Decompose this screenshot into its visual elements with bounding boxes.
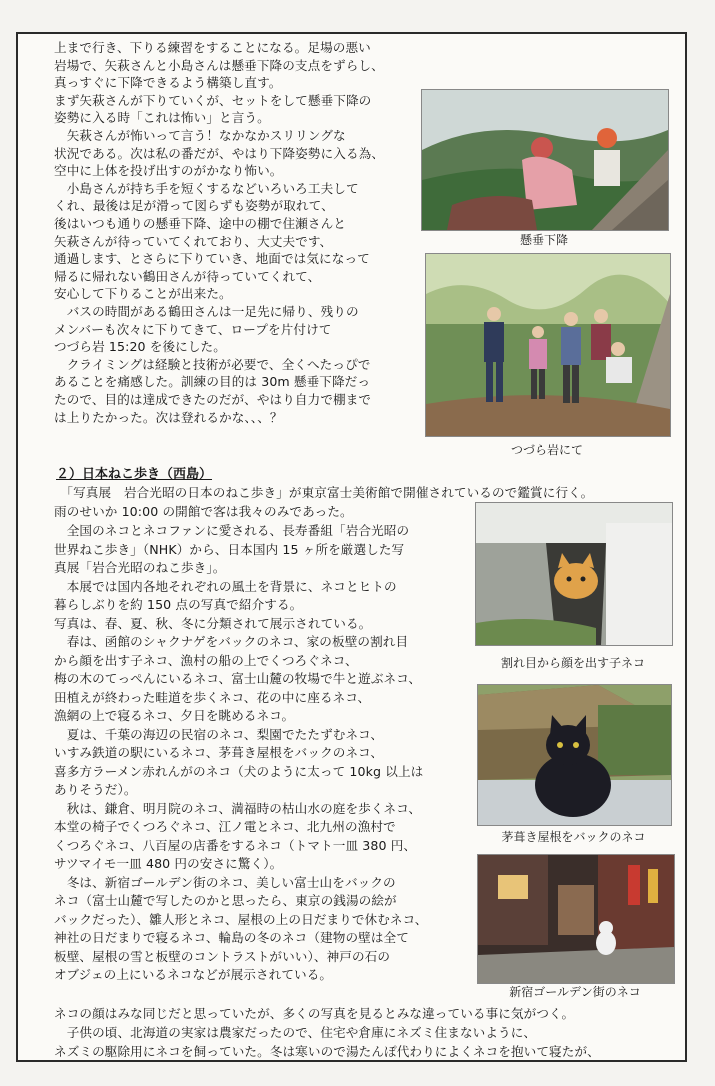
text-line: 矢萩さんが怖いって言う！なかなかスリリングな	[54, 128, 346, 143]
text-line: 梅の木のてっぺんにいるネコ、富士山麓の牧場で牛と遊ぶネコ、	[54, 671, 422, 686]
text-line: あることを痛感した。訓練の目的は 30m 懸垂下降だっ	[54, 374, 371, 390]
text-line: つづら岩 15:20 を後にした。	[54, 339, 226, 355]
text-line: いすみ鉄道の駅にいるネコ、茅葺き屋根をバックのネコ、	[54, 745, 384, 760]
text-line: ありそうだ）。	[54, 782, 137, 797]
text-line: 夏は、千葉の海辺の民宿のネコ、梨園でたたずむネコ、	[54, 726, 384, 742]
text-line: 真っすぐに下降できるよう構築し直す。	[54, 75, 282, 91]
text-line: 本展では国内各地それぞれの風土を背景に、ネコとヒトの	[54, 578, 397, 594]
text-line: 神社の日だまりで寝るネコ、輪島の冬のネコ（建物の壁は全て	[54, 930, 409, 945]
group-caption: つづら岩にて	[510, 443, 583, 457]
text-line: バスの時間がある鶴田さんは一足先に帰り、残りの	[54, 304, 359, 319]
text-line: 状況である。次は私の番だが、やはり下降姿勢に入る為、	[54, 145, 385, 161]
text-line: は上りたかった。次は登れるかな、、、？	[54, 409, 283, 425]
text-line: 「写真展 岩合光昭の日本のねこ歩き」が東京富士美術館で開催されているので鑑賞に行く。	[54, 485, 594, 500]
text-line: 写真は、春、夏、秋、冬に分類されて展示されている。	[54, 615, 372, 631]
text-line: 暮らしぶりを約 150 点の写真で紹介する。	[54, 597, 303, 612]
text-line: 板壁、屋根の雪と板壁のコントラストがいい）、神戸の石の	[54, 948, 391, 964]
text-line: 安心して下りることが出来た。	[54, 286, 232, 302]
group-photo	[425, 253, 671, 437]
text-line: 冬は、新宿ゴールデン街のネコ、美しい富士山をバックの	[54, 874, 396, 890]
text-line: たので、目的は達成できたのだが、やはり自力で棚まで	[54, 392, 372, 407]
text-line: 真展「岩合光昭のねこ歩き」。	[54, 560, 226, 575]
text-line: メンバーも次々に下りてきて、ロープを片付けて	[54, 321, 332, 337]
text-line: 空中に上体を投げ出すのがかなり怖い。	[54, 163, 283, 179]
text-line: 秋は、鎌倉、明月院のネコ、満福時の枯山水の庭を歩くネコ、	[54, 800, 422, 816]
text-line: 子供の頃、北海道の実家は農家だったので、住宅や倉庫にネズミ住まないように、	[54, 1025, 537, 1040]
text-line: 田植えが終わった畦道を歩くネコ、花の中に座るネコ、	[54, 689, 371, 705]
text-line: 世界ねこ歩き」（NHK）から、日本国内 15 ヶ所を厳選した写	[54, 541, 405, 557]
golden-gai-caption: 新宿ゴールデン街のネコ	[509, 985, 641, 999]
text-line: くれ、最後は足が滑って図らずも姿勢が取れて、	[54, 198, 334, 214]
text-line: オブジェの上にいるネコなどが展示されている。	[54, 967, 333, 982]
text-line: バックだった）、雛人形とネコ、屋根の上の日だまりで休むネコ、	[54, 911, 428, 927]
text-line: から顔を出す子ネコ、漁村の船の上でくつろぐネコ、	[54, 652, 358, 668]
text-line: 漁網の上で寝るネコ、夕日を眺めるネコ。	[54, 708, 295, 723]
kitten-photo	[475, 502, 673, 646]
rappel-photo	[421, 89, 669, 231]
thatch-roof-photo	[477, 684, 672, 826]
text-line: 喜多方ラーメン赤れんがのネコ（犬のように太って 10kg 以上は	[54, 763, 424, 779]
kitten-caption: 割れ目から顔を出す子ネコ	[500, 656, 645, 670]
text-line: 全国のネコとネコファンに愛される、長寿番組「岩合光昭の	[54, 523, 410, 538]
text-line: 雨のせいか 10:00 の開館で客は我々のみであった。	[54, 503, 353, 519]
golden-gai-photo	[477, 854, 675, 984]
document-page	[16, 32, 687, 1062]
text-line: 後はいつも通りの懸垂下降、途中の棚で住瀬さんと	[54, 216, 346, 231]
text-line: まず矢萩さんが下りていくが、セットをして懸垂下降の	[54, 92, 372, 108]
text-line: くつろぐネコ、八百屋の店番をするネコ（トマト一皿 380 円、	[54, 837, 417, 853]
text-line: 上まで行き、下りる練習をすることになる。足場の悪い	[54, 40, 371, 55]
text-line: 矢萩さんが待っていてくれており、大丈夫です、	[54, 233, 333, 249]
text-line: ネコ（富士山麓で写したのかと思ったら、東京の銭湯の絵が	[54, 893, 397, 908]
thatch-roof-caption: 茅葺き屋根をバックのネコ	[501, 830, 646, 844]
rappel-caption: 懸垂下降	[519, 233, 568, 247]
text-line: ネズミの駆除用にネコを飼っていた。冬は寒いので湯たんぽ代わりによくネコを抱いて寝たが、	[54, 1044, 600, 1059]
text-line: 帰るに帰れない鶴田さんが待っていてくれて、	[54, 268, 321, 284]
text-line: サツマイモ一皿 480 円の安さに驚く）。	[54, 856, 283, 871]
text-line: 本堂の椅子でくつろぐネコ、江ノ電とネコ、北九州の漁村で	[54, 819, 396, 834]
text-line: 岩場で、矢萩さんと小島さんは懸垂下降の支点をずらし、	[54, 57, 384, 73]
text-line: 小島さんが持ち手を短くするなどいろいろ工夫して	[54, 180, 359, 196]
text-line: クライミングは経験と技術が必要で、全くへたっぴで	[54, 356, 371, 372]
text-line: 春は、函館のシャクナゲをバックのネコ、家の板壁の割れ目	[54, 634, 409, 649]
text-line: 通過します、とさらに下りていき、地面では気になって	[54, 251, 370, 267]
text-line: ネコの顔はみな同じだと思っていたが、多くの写真を見るとみな違っている事に気がつく。	[54, 1006, 575, 1021]
section-heading: ２）日本ねこ歩き（西島）	[56, 467, 213, 482]
text-line: 姿勢に入る時「これは怖い」と言う。	[54, 110, 270, 126]
